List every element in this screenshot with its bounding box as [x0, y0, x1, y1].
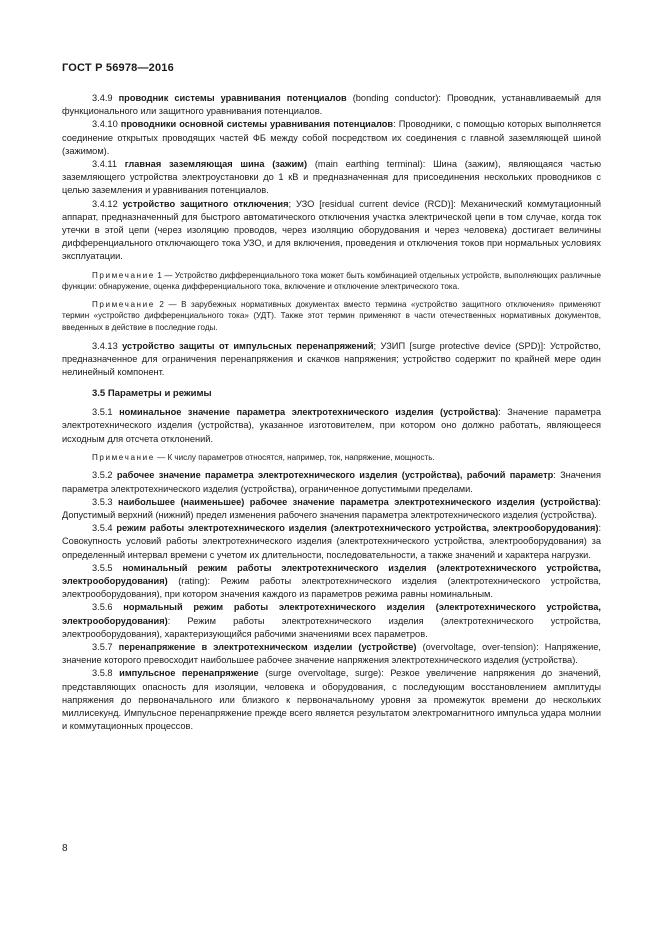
- term-number: 3.5.1: [92, 407, 120, 418]
- term-title: рабочее значение параметра электротехнического изделия (устройства), рабочий параметр: [116, 470, 554, 481]
- note-label: Примечание: [92, 299, 155, 309]
- term-number: 3.5.4: [92, 523, 117, 534]
- term-title: нормальный режим работы электротехнического изделия (электротехнического устройства, электрооборудования): [62, 602, 601, 626]
- term-3-5-8: [62, 667, 601, 733]
- term-number: 3.4.11: [92, 159, 125, 170]
- term-definition: ; УЗИП [surge protective device (SPD)]: Устройство, предназначенное для ограничения перенапряжения и скачков напряжения; устройство содержит по крайней мере один нелинейный компонент.: [62, 340, 601, 378]
- term-3-5-3: [62, 496, 601, 522]
- note-text: 2 — В зарубежных нормативных документах вместо термина «устройство защитного отключения» применяют термин «устройство дифференциального тока» (УДТ). Также этот термин применяют в части отечественных нормативных документов, введенных в действие в последние годы.: [62, 299, 601, 333]
- note-2: [62, 299, 601, 334]
- note-text: — К числу параметров относятся, например, ток, напряжение, мощность.: [154, 452, 435, 462]
- term-title: номинальное значение параметра электротехнического изделия (устройства): [119, 407, 499, 418]
- term-definition: (main earthing terminal): Шина (зажим), являющаяся частью заземляющего устройства электроустановки до 1 кВ и предназначенная для присоединения нескольких проводников с целью заземления и уравнивания потенциалов.: [62, 159, 602, 196]
- note-text: 1 — Устройство дифференциального тока может быть комбинацией отдельных устройств, выполняющих различные функции: обнаружение, оценка дифференциального тока, включение и отключение электрического тока.: [62, 270, 601, 292]
- term-title: проводники основной системы уравнивания потенциалов: [120, 119, 394, 130]
- term-3-4-10: [62, 118, 601, 158]
- term-number: 3.5.2: [92, 470, 117, 481]
- note-3: [62, 452, 601, 464]
- term-3-5-6: [62, 601, 601, 641]
- term-definition: (bonding conductor): Проводник, устанавливаемый для функционального или защитного уравнивания потенциалов.: [62, 93, 601, 117]
- term-number: 3.4.12: [92, 198, 123, 209]
- term-definition: : Проводники, с помощью которых выполняется соединение открытых проводящих частей ФБ между собой посредством их соединения с главной заземляющей шиной (зажимом).: [62, 119, 601, 156]
- term-3-5-7: [62, 641, 601, 667]
- term-3-5-2: [62, 469, 601, 495]
- term-definition: : Совокупность условий работы электротехнического изделия (электротехнического устройства, электрооборудования) за определенный интервал времени с учетом их длительности, последовательности, а также значений и характера нагрузки.: [62, 523, 602, 560]
- term-definition: (surge overvoltage, surge): Резкое увеличение напряжения до значений, представляющих опасность для изоляции, человека и оборудования, с последующим восстановлением амплитуды напряжения до первоначального или близкого к первоначальному уровня за промежуток времени до нескольких миллисекунд. Импульсное перенапряжение прежде всего является результатом электромагнитного импульса удара молнии и коммутационных процессов.: [62, 668, 601, 732]
- term-title: перенапряжение в электротехническом изделии (устройстве): [118, 642, 417, 653]
- term-3-4-13: [62, 340, 601, 380]
- term-number: 3.5.3: [92, 496, 118, 507]
- term-3-5-5: [62, 562, 601, 602]
- term-title: устройство защиты от импульсных перенапряжений: [122, 340, 374, 351]
- term-number: 3.4.9: [92, 93, 119, 103]
- term-title: проводник системы уравнивания потенциалов: [118, 93, 347, 103]
- term-number: 3.4.13: [92, 340, 123, 351]
- page-number: 8: [62, 843, 68, 854]
- term-number: 3.5.6: [92, 602, 124, 613]
- term-number: 3.5.7: [92, 642, 119, 653]
- term-number: 3.4.10: [92, 119, 121, 130]
- term-title: номинальный режим работы электротехнического изделия (электротехнического устройства, электрооборудования): [62, 562, 601, 587]
- term-definition: ; УЗО [residual current device (RCD)]: Механический коммутационный аппарат, предназначенный для быстрого автоматического отключения участка электрической цепи в том случае, когда ток утечки в этой цепи (через изоляцию проводов, через изоляцию оборудования и через человека) достигает величины дифференциального отключающего тока УЗО, и для включения, проведения и отключения токов при нормальных условиях эксплуатации.: [62, 198, 601, 262]
- term-title: режим работы электротехнического изделия (электротехнического устройства, электрооборудования): [116, 523, 599, 534]
- term-definition: : Режим работы электротехнического изделия (электротехнического устройства, электрооборудования), характеризующийся рабочими значениями всех параметров.: [62, 615, 601, 639]
- term-definition: : Значение параметра электротехнического изделия (устройства), указанное изготовителем, при котором оно должно работать, являющееся исходным для отсчета отклонений.: [62, 407, 601, 444]
- term-title: наибольшее (наименьшее) рабочее значение параметра электротехнического изделия (устройства): [117, 496, 599, 507]
- term-3-4-9: [62, 92, 601, 118]
- term-number: 3.5.5: [92, 562, 123, 573]
- note-1: [62, 270, 601, 293]
- term-3-5-1: [62, 406, 601, 446]
- term-3-5-4: [62, 522, 601, 562]
- note-label: Примечание: [92, 270, 155, 280]
- term-definition: (overvoltage, over-tension): Напряжение, значение которого превосходит наибольшее рабочее значение напряжения электротехнического изделия (устройства).: [62, 642, 601, 666]
- term-number: 3.5.8: [92, 668, 120, 679]
- term-title: импульсное перенапряжение: [119, 668, 259, 679]
- note-label: Примечание: [92, 452, 155, 462]
- document-body: [62, 92, 601, 733]
- term-definition: : Допустимый верхний (нижний) предел изменения рабочего значения параметра электротехнического изделия (устройства).: [62, 496, 601, 521]
- document-header: ГОСТ Р 56978—2016: [62, 62, 174, 74]
- term-title: главная заземляющая шина (зажим): [124, 159, 308, 170]
- section-heading: 3.5 Параметры и режимы: [92, 388, 212, 400]
- term-definition: (rating): Режим работы электротехнического изделия (электротехнического устройства, электрооборудования), при котором значения каждого из параметров режима равны номинальным.: [62, 576, 601, 600]
- term-3-4-12: [62, 198, 601, 264]
- term-3-4-11: [62, 158, 601, 198]
- term-title: устройство защитного отключения: [122, 198, 289, 209]
- term-definition: : Значения параметра электротехнического изделия (устройства), ограниченное допустимыми пределами.: [62, 470, 601, 494]
